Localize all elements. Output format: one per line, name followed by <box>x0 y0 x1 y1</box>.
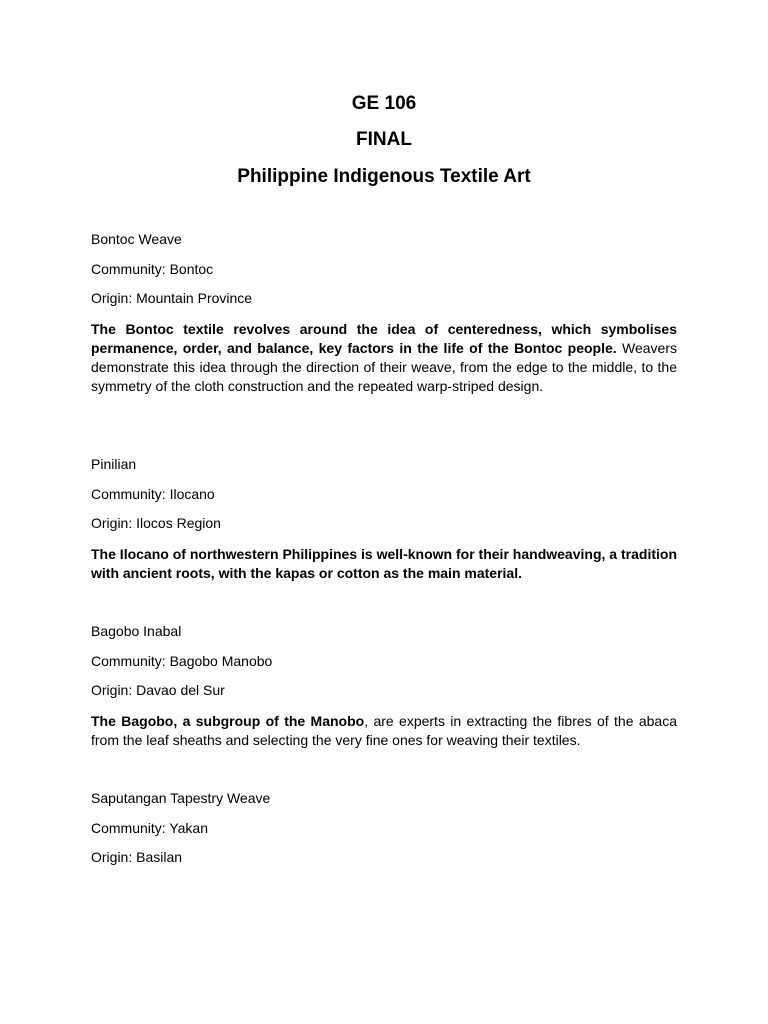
textile-section-saputangan <box>91 790 677 879</box>
textile-community: Community: Bontoc <box>91 260 214 277</box>
textile-origin: Origin: Ilocos Region <box>91 515 221 531</box>
description-bold: The Bontoc textile revolves around the idea of centeredness, which symbolises permanence, order, and balance, key factors in the life of the Bontoc people. <box>91 320 677 356</box>
textile-name: Bontoc Weave <box>91 231 182 247</box>
document-header <box>0 92 768 189</box>
textile-section-bagobo <box>91 623 677 750</box>
textile-section-pinilian <box>91 456 677 583</box>
textile-community: Community: Ilocano <box>91 485 215 502</box>
document-title: Philippine Indigenous Textile Art <box>237 166 531 187</box>
course-code: GE 106 <box>351 93 417 114</box>
textile-name: Pinilian <box>91 456 137 472</box>
textile-origin: Origin: Basilan <box>91 849 183 865</box>
textile-community: Community: Yakan <box>91 819 208 836</box>
textile-name: Bagobo Inabal <box>91 623 182 639</box>
description-text: , are experts in extracting the fibres of the abaca from the leaf sheaths and selecting the very fine ones for weaving their textiles. <box>91 712 677 748</box>
textile-description <box>91 320 677 397</box>
textile-description <box>91 545 677 584</box>
description-text: Weavers demonstrate this idea through the direction of their weave, from the edge to the middle, to the symmetry of the cloth construction and the repeated warp-striped design. <box>91 339 677 395</box>
exam-label: FINAL <box>356 129 412 150</box>
textile-community: Community: Bagobo Manobo <box>91 652 273 669</box>
textile-section-bontoc <box>91 231 677 397</box>
description-bold: The Bagobo, a subgroup of the Manobo <box>91 712 365 729</box>
description-bold: The Ilocano of northwestern Philippines is well-known for their handweaving, a tradition with ancient roots, with the kapas or cotton as the main material. <box>91 545 677 581</box>
textile-origin: Origin: Davao del Sur <box>91 682 225 698</box>
textile-name: Saputangan Tapestry Weave <box>91 790 271 806</box>
textile-description <box>91 712 677 751</box>
textile-origin: Origin: Mountain Province <box>91 290 253 306</box>
